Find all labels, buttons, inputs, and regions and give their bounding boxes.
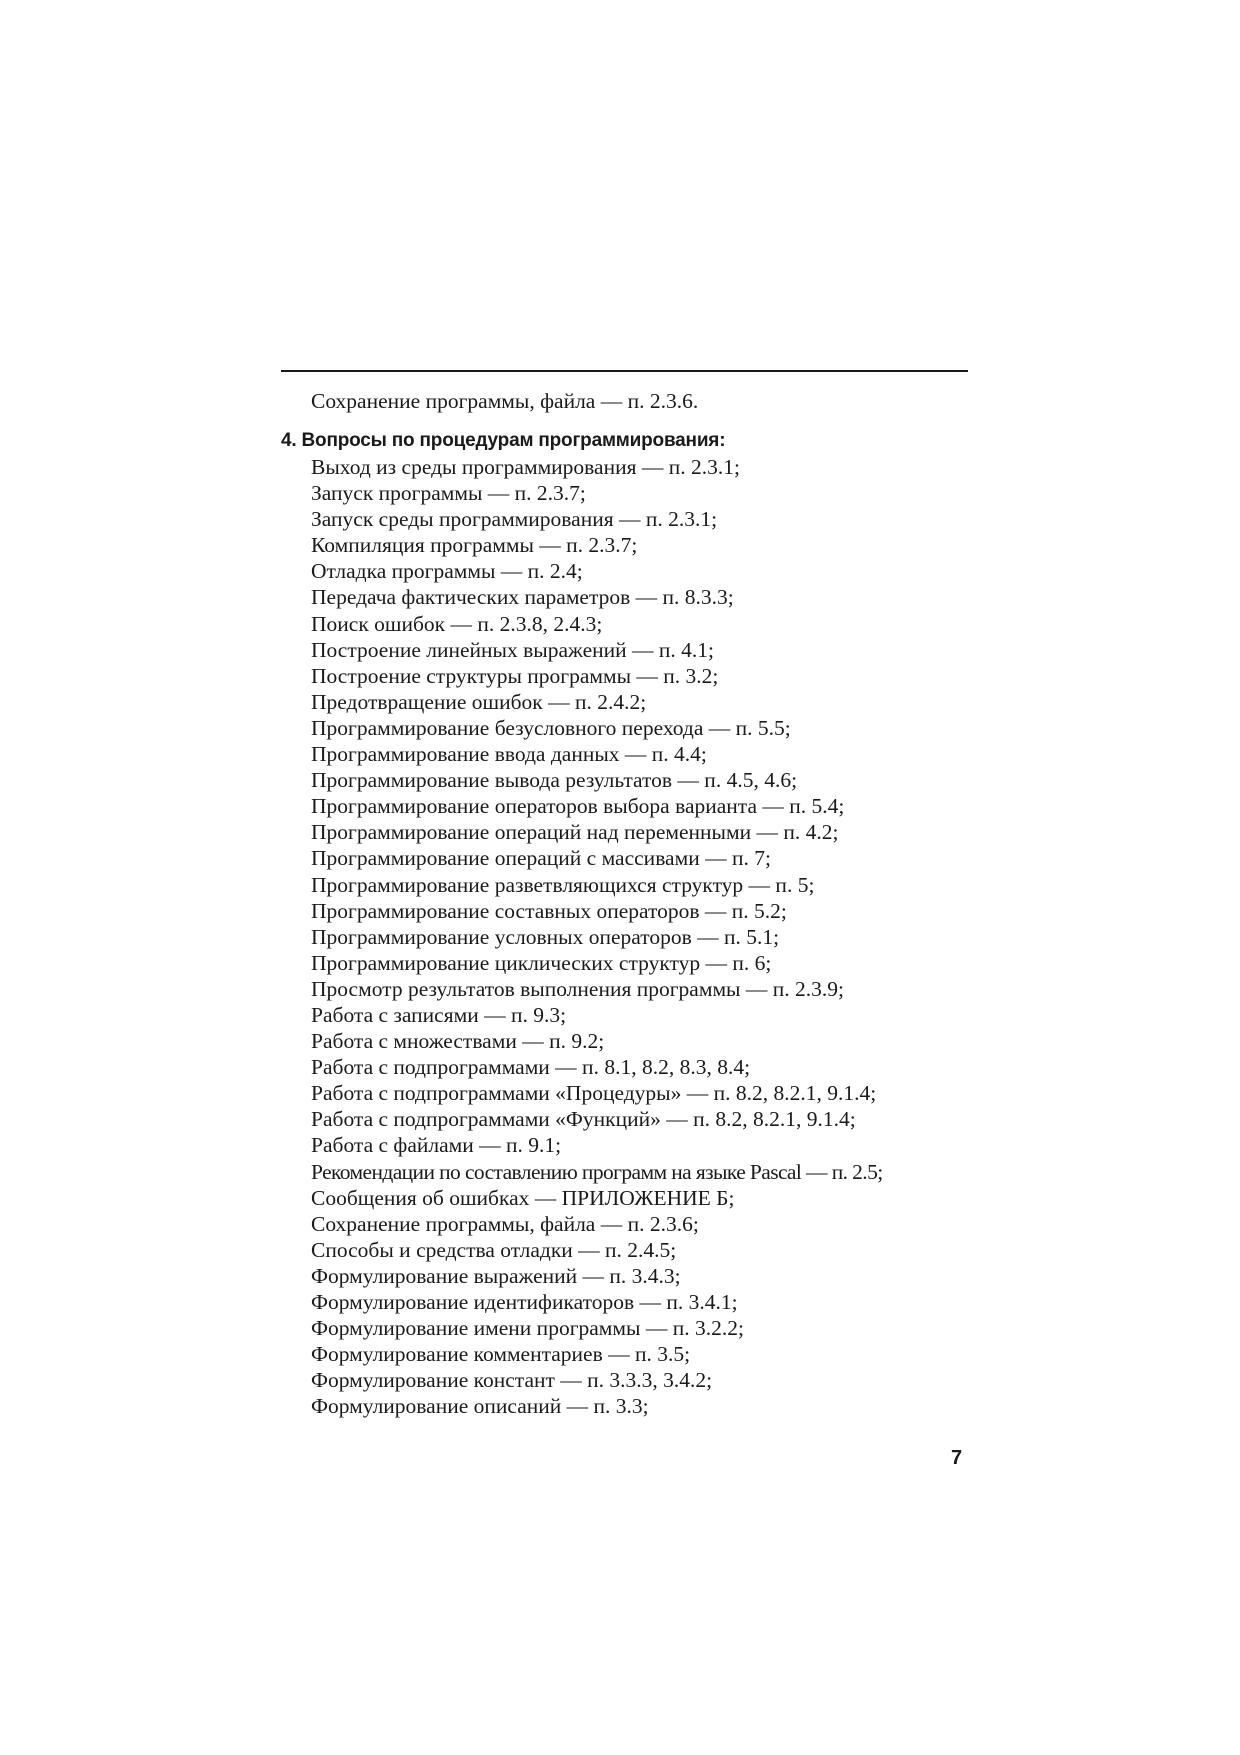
list-item: Запуск программы — п. 2.3.7; <box>311 481 586 506</box>
list-item: Способы и средства отладки — п. 2.4.5; <box>311 1237 677 1262</box>
list-item: Программирование циклических структур — п. 6; <box>311 950 772 975</box>
list-item: Запуск среды программирования — п. 2.3.1; <box>311 507 718 532</box>
list-item: Программирование безусловного перехода — п. 5.5; <box>311 715 791 740</box>
list-item: Формулирование идентификаторов — п. 3.4.1; <box>311 1290 738 1314</box>
section-heading: 4. Вопросы по процедурам программирования: <box>281 430 726 451</box>
list-item: Работа с множествами — п. 9.2; <box>311 1029 605 1054</box>
list-item: Рекомендации по составлению программ на языке Pascal — п. 2.5; <box>311 1159 883 1184</box>
list-item: Программирование разветвляющихся структур — п. 5; <box>311 872 815 897</box>
list-item: Сохранение программы, файла — п. 2.3.6; <box>311 1211 699 1236</box>
list-item: Программирование операций с массивами — п. 7; <box>311 846 771 871</box>
list-item: Программирование операций над переменными — п. 4.2; <box>311 820 839 845</box>
procedure-index-list <box>311 454 883 1419</box>
list-item: Построение структуры программы — п. 3.2; <box>311 663 719 688</box>
list-item: Формулирование констант — п. 3.3.3, 3.4.2; <box>311 1368 713 1393</box>
list-item: Работа с файлами — п. 9.1; <box>311 1133 562 1158</box>
continued-line: Сохранение программы, файла — п. 2.3.6. <box>311 389 699 413</box>
list-item: Программирование ввода данных — п. 4.4; <box>311 742 707 767</box>
list-item: Программирование составных операторов — п. 5.2; <box>311 898 787 923</box>
list-item: Формулирование описаний — п. 3.3; <box>311 1394 649 1419</box>
list-item: Компиляция программы — п. 2.3.7; <box>311 533 638 558</box>
list-item: Работа с подпрограммами «Процедуры» — п. 8.2, 8.2.1, 9.1.4; <box>311 1081 877 1106</box>
list-item: Построение линейных выражений — п. 4.1; <box>311 637 714 662</box>
list-item: Поиск ошибок — п. 2.3.8, 2.4.3; <box>311 611 603 636</box>
list-item: Формулирование комментариев — п. 3.5; <box>311 1342 691 1367</box>
list-item: Выход из среды программирования — п. 2.3.1; <box>311 455 740 479</box>
list-item: Работа с записями — п. 9.3; <box>311 1002 567 1027</box>
list-item: Сообщения об ошибках — ПРИЛОЖЕНИЕ Б; <box>311 1185 735 1210</box>
top-rule <box>281 370 968 372</box>
list-item: Предотвращение ошибок — п. 2.4.2; <box>311 689 647 714</box>
page-number: 7 <box>951 1447 963 1469</box>
list-item: Работа с подпрограммами «Функций» — п. 8.2, 8.2.1, 9.1.4; <box>311 1107 856 1132</box>
list-item: Работа с подпрограммами — п. 8.1, 8.2, 8.3, 8.4; <box>311 1055 751 1080</box>
list-item: Формулирование выражений — п. 3.4.3; <box>311 1263 681 1288</box>
list-item: Передача фактических параметров — п. 8.3.3; <box>311 585 734 610</box>
list-item: Программирование вывода результатов — п. 4.5, 4.6; <box>311 768 798 793</box>
list-item: Программирование условных операторов — п. 5.1; <box>311 924 780 949</box>
list-item: Формулирование имени программы — п. 3.2.2; <box>311 1316 744 1341</box>
list-item: Программирование операторов выбора варианта — п. 5.4; <box>311 794 845 819</box>
list-item: Отладка программы — п. 2.4; <box>311 559 583 584</box>
list-item: Просмотр результатов выполнения программы — п. 2.3.9; <box>311 976 844 1001</box>
